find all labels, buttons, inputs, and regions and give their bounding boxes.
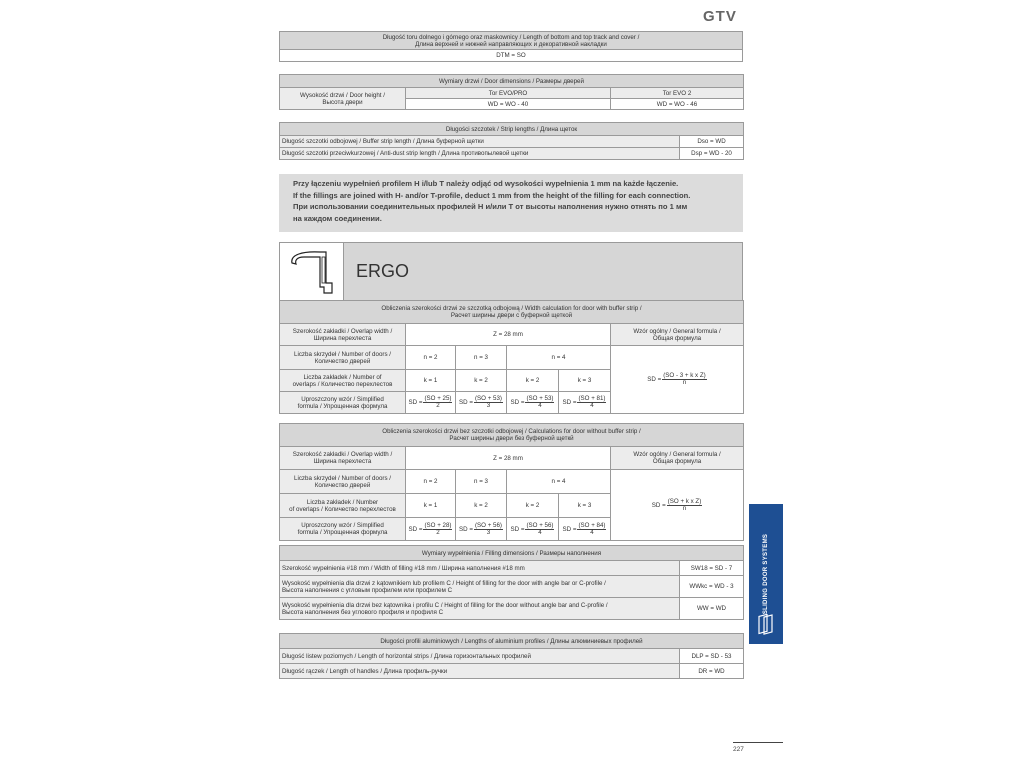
sliding-door-systems-tab bbox=[749, 504, 783, 644]
horizontal-strips-label: Długość listew poziomych / Length of horizontal strips / Длина горизонтальных профилей bbox=[280, 649, 680, 664]
horizontal-strips-value: DLP = SD - 53 bbox=[680, 649, 744, 664]
filling-dimensions-table bbox=[279, 545, 744, 620]
without-buffer-table bbox=[279, 423, 744, 541]
track-evo-pro: Tor EVO/PRO bbox=[406, 88, 611, 99]
overlaps-k3: k = 3 bbox=[559, 370, 611, 392]
track-value: DTM = SO bbox=[280, 50, 743, 62]
antidust-strip-label: Długość szczotki przeciwkurzowej / Anti-dust strip length / Длина противопылевой щетки bbox=[280, 148, 680, 160]
door-header: Wymiary drzwi / Door dimensions / Размеры дверей bbox=[280, 75, 744, 88]
side-tab-label: SLIDING DOOR SYSTEMS bbox=[763, 533, 769, 615]
aluminium-profiles-table bbox=[279, 633, 744, 679]
door-height-label: Wysokość drzwi / Door height / Высота двери bbox=[280, 88, 406, 110]
joining-note: Przy łączeniu wypełnień profilem H i/lub T należy odjąć od wysokości wypełnienia 1 mm na każde łączenie. If the fillings are joined with H- and/or T-profile, deduct 1 mm from the height of the filling for each connection. При использовании соединительных профилей H и/или T от высоты наполнения нужно отнять по 1 мм на каждом соединении. bbox=[279, 174, 743, 232]
with-buffer-header: Obliczenia szerokości drzwi ze szczotką odbojową / Width calculation for door with buffer strip / Расчет ширины двери с буферной щеткой bbox=[280, 301, 744, 324]
handles-value: DR = WD bbox=[680, 664, 744, 679]
simplified-formula-4: SD = $\frac{(SO + 81)}{4}$ bbox=[559, 392, 611, 414]
doors-count-label: Liczba skrzydeł / Number of doors / Количество дверей bbox=[280, 470, 406, 494]
filling-width-value: SW18 = SD - 7 bbox=[680, 561, 744, 576]
overlap-width-label: Szerokość zakładki / Overlap width / Ширина перехлеста bbox=[280, 447, 406, 470]
track-header: Długość toru dolnego i górnego oraz maskownicy / Length of bottom and top track and cover / Длина верхней и нижней направляющих и декоративной накладки bbox=[280, 32, 743, 50]
overlaps-k1: k = 1 bbox=[406, 494, 456, 518]
overlaps-k3: k = 3 bbox=[559, 494, 611, 518]
simplified-formula-3: SD = $\frac{(SO + 56)}{4}$ bbox=[507, 518, 559, 541]
door-icon bbox=[757, 614, 775, 636]
doors-n3: n = 3 bbox=[456, 470, 507, 494]
ergo-title: ERGO bbox=[356, 261, 410, 281]
doors-n2: n = 2 bbox=[406, 470, 456, 494]
strip-header: Długości szczotek / Strip lengths / Длина щеток bbox=[280, 123, 744, 136]
doors-count-label: Liczba skrzydeł / Number of doors / Количество дверей bbox=[280, 346, 406, 370]
filling-header: Wymiary wypełnienia / Filling dimensions / Размеры наполнения bbox=[280, 546, 744, 561]
door-value-evo-pro: WD = WO - 40 bbox=[406, 99, 611, 110]
page-number: 227 bbox=[733, 746, 744, 753]
general-formula-label: Wzór ogólny / General formula / Общая формула bbox=[611, 324, 744, 346]
filling-height-without-value: WW = WD bbox=[680, 598, 744, 620]
general-formula: SD = $\frac{\text{(SO - 3 + k x Z)}}{n}$ bbox=[611, 346, 744, 414]
overlaps-k2a: k = 2 bbox=[456, 370, 507, 392]
overlap-z-value: Z = 28 mm bbox=[406, 447, 611, 470]
simplified-formula-1: SD = $\frac{(SO + 28)}{2}$ bbox=[406, 518, 456, 541]
without-buffer-header: Obliczenia szerokości drzwi bez szczotki odbojowej / Calculations for door without buffer strip / Расчет ширины двери без буферной щеткй bbox=[280, 424, 744, 447]
doors-n4: n = 4 bbox=[507, 346, 611, 370]
brand-logo: GTV bbox=[703, 8, 737, 25]
filling-width-label: Szerokość wypełnienia #18 mm / Width of filling #18 mm / Ширина наполнения #18 mm bbox=[280, 561, 680, 576]
doors-n3: n = 3 bbox=[456, 346, 507, 370]
overlaps-k1: k = 1 bbox=[406, 370, 456, 392]
with-buffer-table bbox=[279, 300, 744, 414]
simplified-formula-label: Uproszczony wzór / Simplified formula / Упрощенная формула bbox=[280, 518, 406, 541]
filling-height-with-label: Wysokość wypełnienia dla drzwi z kątownikiem lub profilem C / Height of filling for the door with angle bar or C-profile / Высота наполнения с угловым профилем или профилем C bbox=[280, 576, 680, 598]
filling-height-with-value: WWkc = WD - 3 bbox=[680, 576, 744, 598]
buffer-strip-label: Długość szczotki odbojowej / Buffer strip length / Длина буферной щетки bbox=[280, 136, 680, 148]
overlaps-k2a: k = 2 bbox=[456, 494, 507, 518]
handles-label: Długość rączek / Length of handles / Длина профиль-ручки bbox=[280, 664, 680, 679]
simplified-formula-4: SD = $\frac{(SO + 84)}{4}$ bbox=[559, 518, 611, 541]
simplified-formula-3: SD = $\frac{(SO + 53)}{4}$ bbox=[507, 392, 559, 414]
buffer-strip-value: Dso = WD bbox=[680, 136, 744, 148]
doors-n2: n = 2 bbox=[406, 346, 456, 370]
simplified-formula-label: Uproszczony wzór / Simplified formula / Упрощенная формула bbox=[280, 392, 406, 414]
overlaps-k2b: k = 2 bbox=[507, 370, 559, 392]
aluminium-header: Długości profili aluminiowych / Lengths of aluminium profiles / Длины алюминиевых профилей bbox=[280, 634, 744, 649]
page-number-rule bbox=[733, 742, 783, 743]
simplified-formula-1: SD = $\frac{(SO + 25)}{2}$ bbox=[406, 392, 456, 414]
filling-height-without-label: Wysokość wypełnienia dla drzwi bez kątownika i profilu C / Height of filling for the door without angle bar and C-profile / Высота наполнения без углового профиля и профиля C bbox=[280, 598, 680, 620]
overlaps-count-label: Liczba zakładek / Number of overlaps / Количество перехлестов bbox=[280, 494, 406, 518]
general-formula: SD = $\frac{\text{(SO + k x Z)}}{n}$ bbox=[611, 470, 744, 541]
antidust-strip-value: Dsp = WD - 20 bbox=[680, 148, 744, 160]
track-evo-2: Tor EVO 2 bbox=[611, 88, 744, 99]
general-formula-label: Wzór ogólny / General formula / Общая формула bbox=[611, 447, 744, 470]
door-dimensions-table bbox=[279, 74, 744, 110]
ergo-header bbox=[279, 242, 743, 301]
door-value-evo-2: WD = WO - 46 bbox=[611, 99, 744, 110]
strip-lengths-table bbox=[279, 122, 744, 160]
simplified-formula-2: SD = $\frac{(SO + 53)}{3}$ bbox=[456, 392, 507, 414]
ergo-profile-drawing bbox=[280, 243, 344, 300]
overlap-width-label: Szerokość zakładki / Overlap width / Ширина перехлеста bbox=[280, 324, 406, 346]
overlaps-count-label: Liczba zakładek / Number of overlaps / Количество перехлестов bbox=[280, 370, 406, 392]
overlaps-k2b: k = 2 bbox=[507, 494, 559, 518]
overlap-z-value: Z = 28 mm bbox=[406, 324, 611, 346]
doors-n4: n = 4 bbox=[507, 470, 611, 494]
simplified-formula-2: SD = $\frac{(SO + 56)}{3}$ bbox=[456, 518, 507, 541]
track-length-table bbox=[279, 31, 743, 62]
